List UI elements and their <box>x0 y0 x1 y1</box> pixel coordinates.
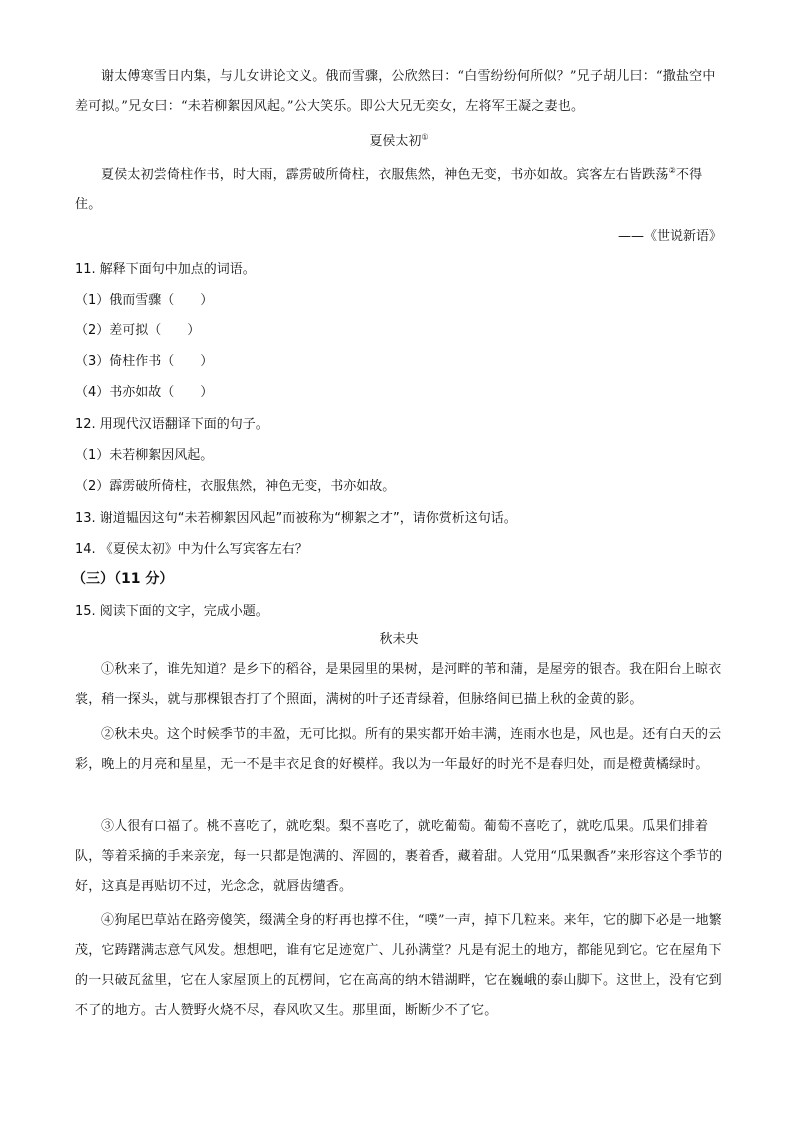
essay-paragraph-4: ④狗尾巴草站在路旁傻笑，缀满全身的籽再也撑不住，“噗”一声，掉下几粒来。来年，它的脚下必是一地繁茂，它踌躇满志意气风发。想想吧，谁有它足迹宽广、儿孙满堂？凡是有泥土的地方，都能见到它。它在屋角下的一只破瓦盆里，它在人家屋顶上的瓦楞间，它在高高的纳木错湖畔，它在巍峨的泰山脚下。这世上，没有它到不了的地方。古人赞野火烧不尽，春风吹又生。那里面，断断少不了它。 <box>75 913 722 1018</box>
question-15: 15. 阅读下面的文字，完成小题。 <box>75 604 269 619</box>
question-11-item-2: （2）差可拟（ ） <box>75 323 201 338</box>
question-13: 13. 谢道韫因这句“未若柳絮因风起”而被称为“柳絮之才”，请你赏析这句话。 <box>75 511 517 526</box>
question-12-item-1: （1）未若柳絮因风起。 <box>75 448 214 463</box>
passage-2-title-text: 夏侯太初 <box>369 134 422 149</box>
essay-paragraph-2: ②秋未央。这个时候季节的丰盈，无可比拟。所有的果实都开始丰满，连雨水也是，风也是。还有白天的云彩，晚上的月亮和星星，无一不是丰衣足食的好模样。我以为一年最好的时光不是春归处，而是橙黄橘绿时。 <box>75 727 722 772</box>
footnote-marker-2: ② <box>668 166 676 175</box>
question-14: 14. 《夏侯太初》中为什么写宾客左右？ <box>75 542 308 557</box>
passage-2-text-b: 不得住。 <box>75 167 703 213</box>
essay-paragraph-1: ①秋来了，谁先知道？是乡下的稻谷，是果园里的果树，是河畔的苇和蒲，是屋旁的银杏。我在阳台上晾衣裳，稍一探头，就与那棵银杏打了个照面，满树的叶子还青绿着，但脉络间已描上秋的金黄的影。 <box>75 662 722 707</box>
essay-title: 秋未央 <box>379 632 419 647</box>
question-11-item-1: （1）俄而雪骤（ ） <box>75 293 214 308</box>
question-11-item-3: （3）倚柱作书（ ） <box>75 354 214 369</box>
footnote-marker-1: ① <box>421 132 429 142</box>
question-12-item-2: （2）霹雳破所倚柱，衣服焦然，神色无变，书亦如故。 <box>75 479 396 494</box>
classical-passage-1: 谢太傅寒雪日内集，与儿女讲论文义。俄而雪骤，公欣然曰：“白雪纷纷何所似？”兄子胡儿曰：“撒盐空中差可拟。”兄女曰：“未若柳絮因风起。”公大笑乐。即公大兄无奕女，左将军王凝之妻也。 <box>75 69 716 114</box>
question-11-item-4: （4）书亦如故（ ） <box>75 385 214 400</box>
passage-2-text-a: 夏侯太初尝倚柱作书，时大雨，霹雳破所倚柱，衣服焦然，神色无变，书亦如故。宾客左右皆跌荡 <box>101 167 669 183</box>
source-citation: ——《世说新语》 <box>617 229 722 244</box>
classical-passage-2 <box>75 156 723 220</box>
question-11: 11. 解释下面句中加点的词语。 <box>75 262 256 277</box>
passage-2-title <box>75 130 723 149</box>
essay-paragraph-3: ③人很有口福了。桃不喜吃了，就吃梨。梨不喜吃了，就吃葡萄。葡萄不喜吃了，就吃瓜果。瓜果们排着队，等着采摘的手来亲宠，每一只都是饱满的、浑圆的，裹着香，藏着甜。人党用“瓜果飘香”来形容这个季节的好，这真是再贴切不过，光念念，就唇齿缱香。 <box>75 819 723 894</box>
section-heading: （三）（11 分） <box>72 571 174 587</box>
question-12: 12. 用现代汉语翻译下面的句子。 <box>75 417 269 432</box>
